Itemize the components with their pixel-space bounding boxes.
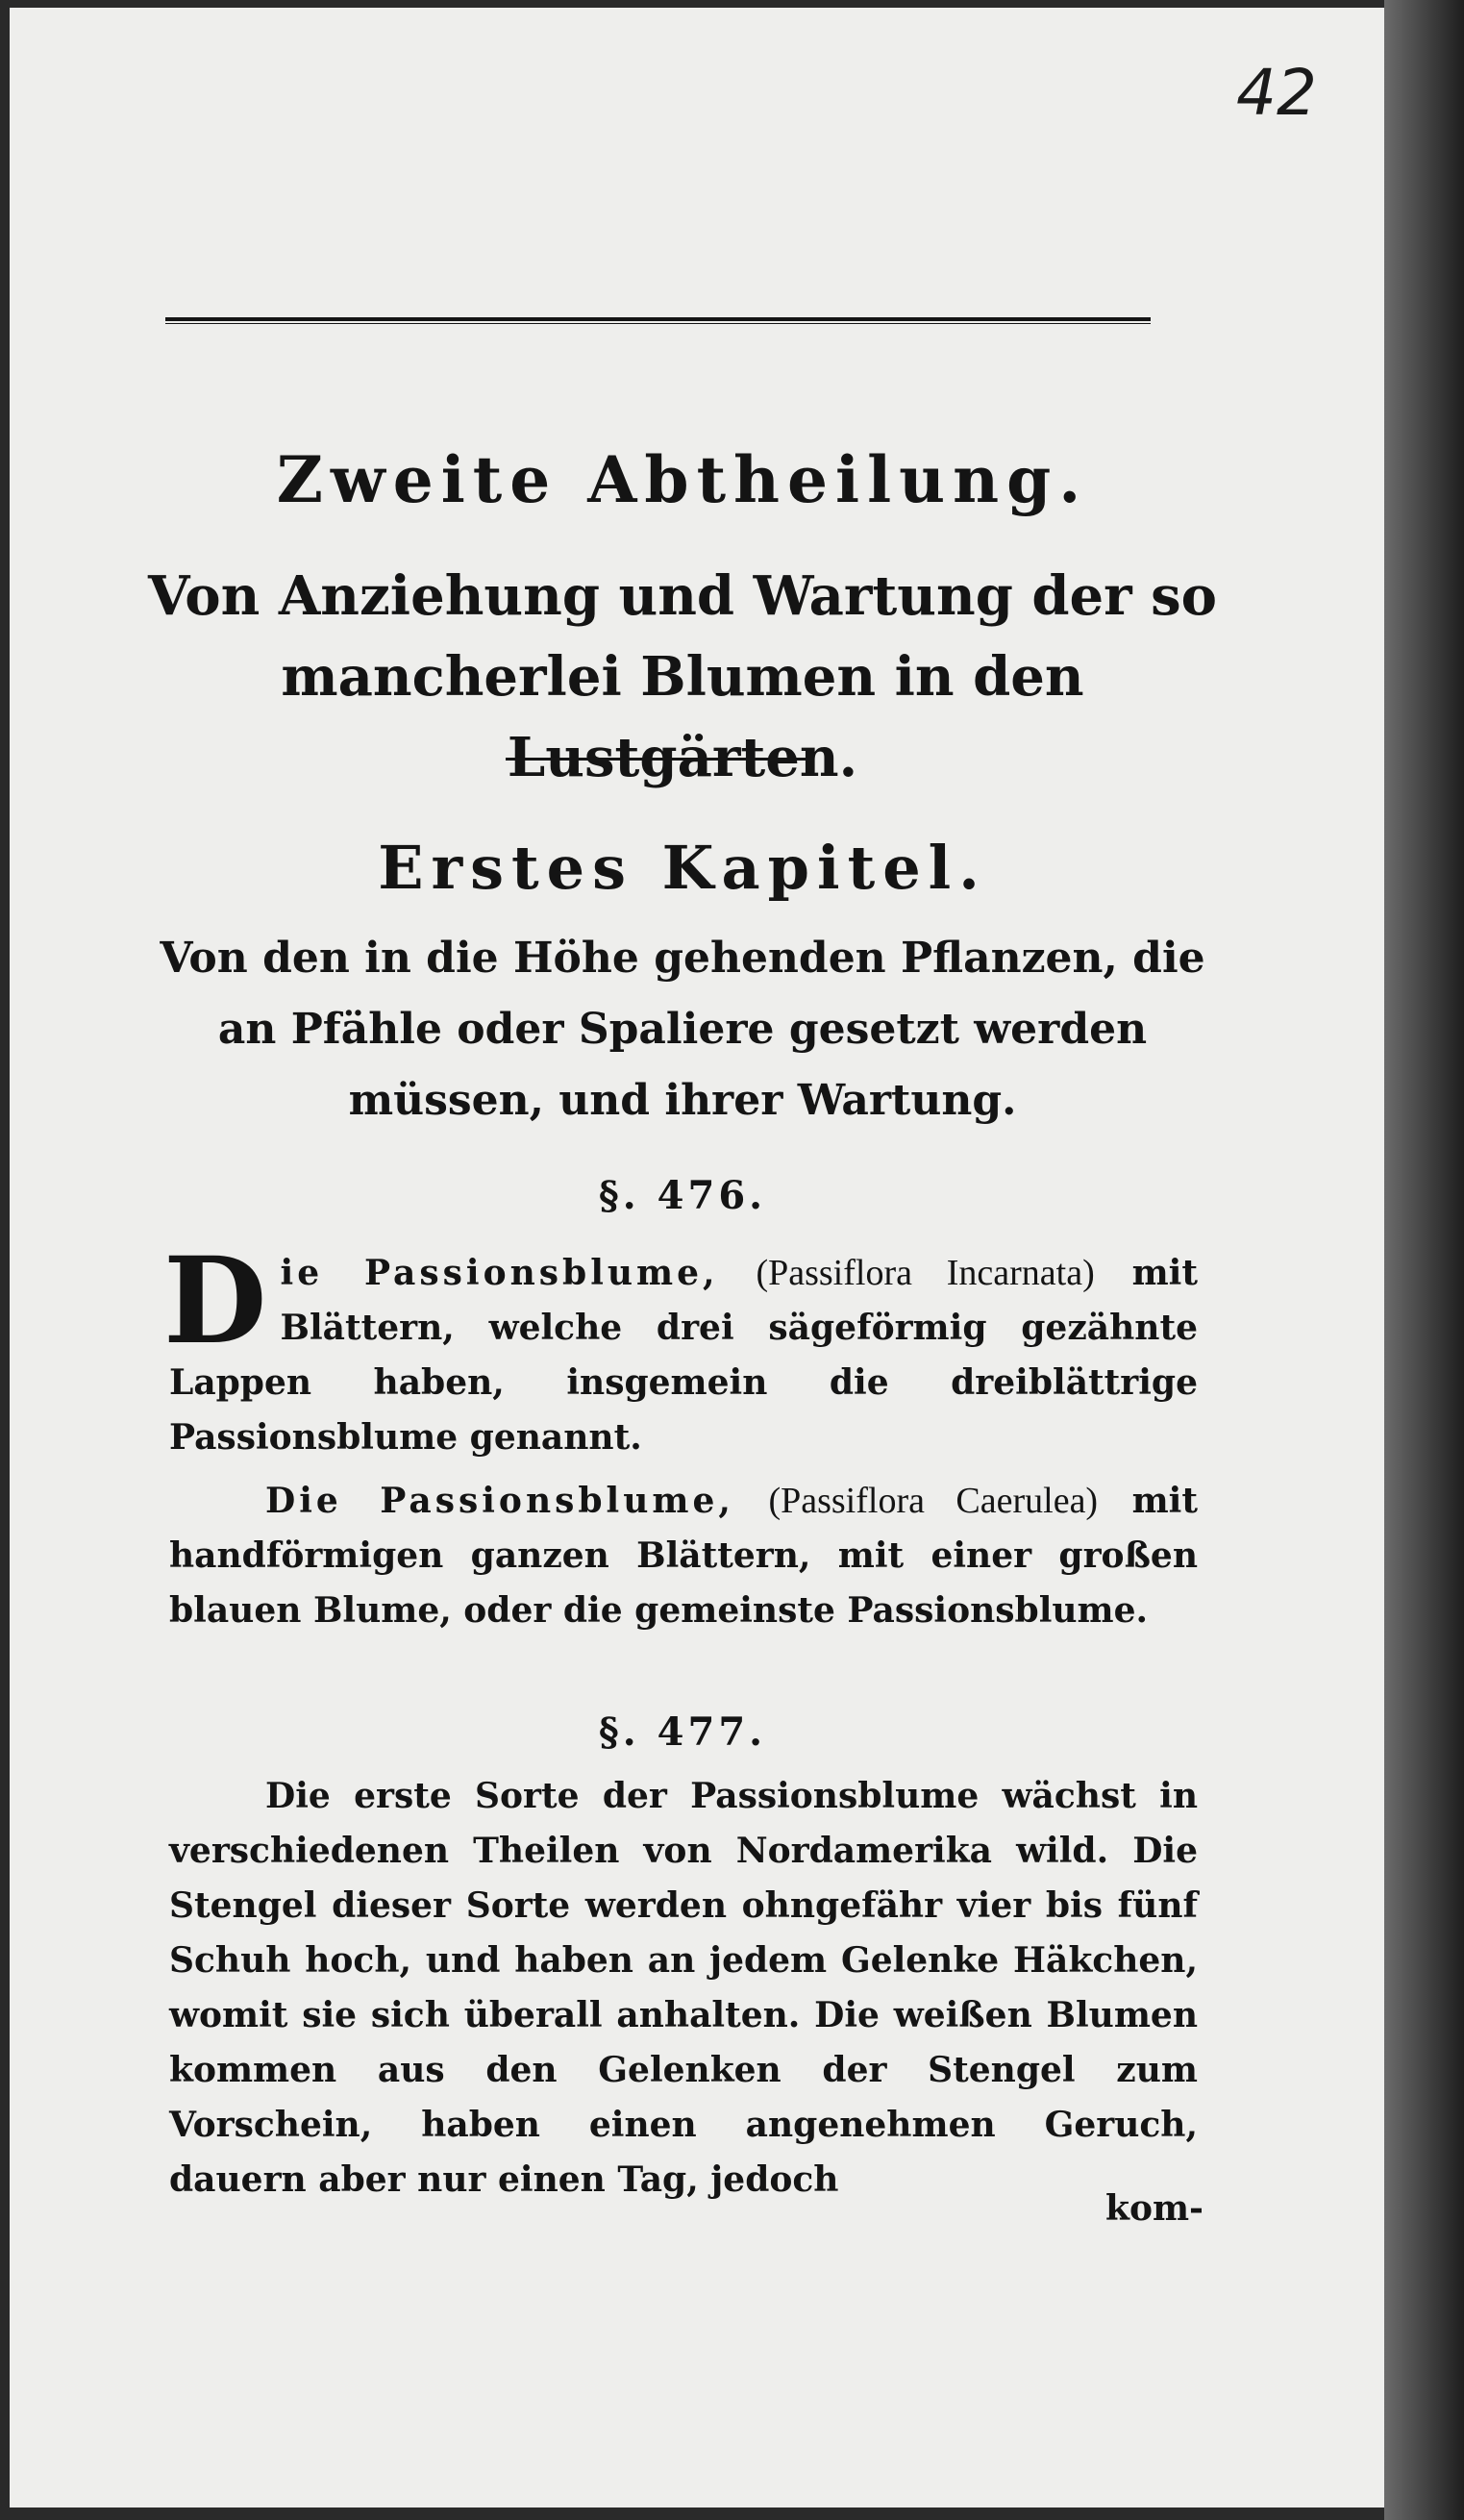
- paragraph-text: mit handförmigen ganzen Blättern, mit einer großen blauen Blume, oder die gemeinste Passionsblume.: [169, 1481, 1198, 1631]
- chapter-title: Erstes Kapitel.: [378, 833, 987, 903]
- paragraph-passiflora-incarnata: [163, 1232, 1198, 1465]
- part-subtitle: Von Anziehung und Wartung der so mancherlei Blumen in den Lustgärten.: [147, 564, 1218, 789]
- plant-name: Die Passionsblume,: [265, 1481, 734, 1521]
- section-divider: [506, 758, 813, 761]
- header-rule: [165, 317, 1151, 324]
- book-page: [10, 8, 1384, 2508]
- page-edge-shadow: [1384, 0, 1464, 2520]
- paragraph-section-477: Die erste Sorte der Passionsblume wächst in verschiedenen Theilen von Nordamerika wild. Die Stengel dieser Sorte werden ohngefähr vier bis fünf Schuh hoch, und haben an jedem Gelenke Häkchen, womit sie sich überall anhalten. Die weißen Blumen kommen aus den Gelenken der Stengel zum Vorschein, haben einen angenehmen Geruch, dauern aber nur einen Tag, jedoch: [169, 1776, 1198, 2200]
- part-title: Zweite Abtheilung.: [276, 442, 1089, 517]
- catchword: kom-: [1105, 2188, 1203, 2229]
- chapter-subtitle: Von den in die Höhe gehenden Pflanzen, die an Pfähle oder Spaliere gesetzt werden müssen, und ihrer Wartung.: [160, 934, 1205, 1125]
- drop-cap: D: [163, 1232, 267, 1371]
- latin-name: (Passiflora Incarnata): [756, 1253, 1095, 1293]
- paragraph-passiflora-caerulea: [169, 1474, 1198, 1638]
- section-number-476: §. 476.: [598, 1173, 767, 1218]
- page-number: 42: [1236, 56, 1317, 130]
- plant-name: ie Passionsblume,: [280, 1253, 719, 1293]
- paragraph-text: mit Blättern, welche drei sägeförmig gezähnte Lappen haben, insgemein die dreiblättrige Passionsblume genannt.: [169, 1253, 1198, 1458]
- latin-name: (Passiflora Caerulea): [768, 1481, 1099, 1521]
- section-number-477: §. 477.: [598, 1709, 767, 1755]
